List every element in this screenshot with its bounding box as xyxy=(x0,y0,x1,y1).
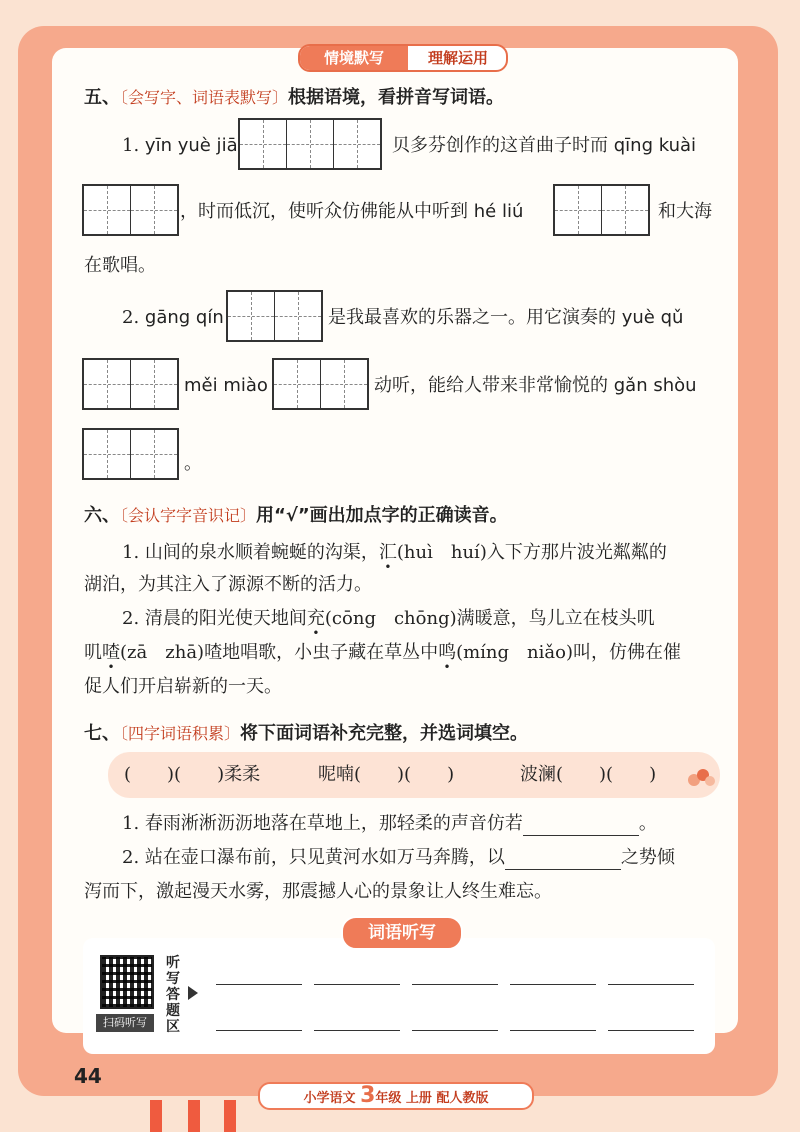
dictation-line[interactable] xyxy=(412,1030,498,1031)
dictation-line[interactable] xyxy=(216,984,302,985)
dotted-char-chong: 充 xyxy=(306,608,325,629)
section6-number: 六、 xyxy=(84,505,120,526)
section7-title: 将下面词语补充完整，并选词填空。 xyxy=(240,723,529,744)
q6-1-options[interactable]: (huì huí)入下方那片波光粼粼的 xyxy=(396,542,667,563)
answer-grid-gan-shou[interactable] xyxy=(82,428,179,480)
answer-grid-mei-miao[interactable] xyxy=(272,358,369,410)
q5-1-text3: 和大海 xyxy=(658,201,712,222)
pinyin-mei-miao: měi miào xyxy=(184,375,268,396)
qr-code-icon[interactable] xyxy=(100,955,154,1009)
q5-1-text1: 贝多芬创作的这首曲子时而 qīng kuài xyxy=(392,135,697,156)
q5-2-text2: 动听，能给人带来非常愉悦的 gǎn shòu xyxy=(374,375,697,396)
q7-2-blank[interactable] xyxy=(505,851,621,870)
answer-grid-yin-yue-jia[interactable] xyxy=(238,118,382,170)
q5-1-text2: ，时而低沉，使听众仿佛能从中听到 hé liú xyxy=(180,201,524,222)
dotted-char-hui: 汇 xyxy=(378,542,397,563)
pinyin-qing-kuai: qīng kuài xyxy=(613,135,697,156)
section5-number: 五、 xyxy=(84,87,120,108)
section7-heading xyxy=(84,722,528,746)
q6-2-line3: 促人们开启崭新的一天。 xyxy=(84,676,282,697)
footer-grade-number: 3 xyxy=(360,1083,376,1108)
q7-2-line2: 泻而下，激起漫天水雾，那震撼人心的景象让人终生难忘。 xyxy=(84,881,552,902)
q6-2-line1: 2. 清晨的阳光使天地间充(cōng chōng)满暖意，鸟儿立在枝头叽 xyxy=(122,608,655,629)
section6-tag: 〔会认字字音识记〕 xyxy=(120,506,257,525)
answer-grid-gang-qin[interactable] xyxy=(226,290,323,342)
qr-scan-label: 扫码听写 xyxy=(96,1014,154,1032)
dictation-title: 词语听写 xyxy=(341,916,463,950)
section6-title: 用“√”画出加点字的正确读音。 xyxy=(256,505,508,526)
q5-1-line1 xyxy=(122,134,238,158)
q6-1-line1: 1. 山间的泉水顺着蜿蜒的沟渠，汇(huì huí)入下方那片波光粼粼的 xyxy=(122,542,667,563)
header-right-label: 理解运用 xyxy=(427,49,488,67)
q5-2-text3: 。 xyxy=(184,453,202,474)
answer-area-label: 听写答题区 xyxy=(166,955,180,1035)
section5-tag: 〔会写字、词语表默写〕 xyxy=(120,88,289,107)
answer-grid-yue-qu[interactable] xyxy=(82,358,179,410)
dictation-line[interactable] xyxy=(314,1030,400,1031)
section5-heading xyxy=(84,86,504,110)
pinyin-yin-yue-jia: yīn yuè jiā xyxy=(144,135,238,156)
idiom-2[interactable]: 呢喃( )( ) xyxy=(318,764,455,785)
q7-1: 1. 春雨淅淅沥沥地落在草地上，那轻柔的声音仿若 。 xyxy=(122,813,657,834)
page-number: 44 xyxy=(74,1064,102,1088)
section7-number: 七、 xyxy=(84,723,120,744)
dictation-line[interactable] xyxy=(510,984,596,985)
decor-stripe xyxy=(150,1100,162,1132)
pinyin-gang-qin: gāng qín xyxy=(144,307,224,328)
dictation-line[interactable] xyxy=(608,984,694,985)
pinyin-gan-shou: gǎn shòu xyxy=(613,375,697,396)
section7-tag: 〔四字词语积累〕 xyxy=(120,724,241,743)
dictation-line[interactable] xyxy=(216,1030,302,1031)
footer-edition: 配人教版 xyxy=(436,1091,489,1106)
q5-1-text4: 在歌唱。 xyxy=(84,255,156,276)
answer-grid-he-liu[interactable] xyxy=(553,184,650,236)
dotted-char-zha: 喳 xyxy=(102,642,120,663)
decor-stripe xyxy=(188,1100,200,1132)
q6-2-options-c[interactable]: (míng niǎo)叫，仿佛在催 xyxy=(456,642,681,663)
q5-1-number: 1. xyxy=(122,135,140,156)
decorative-flower-icon xyxy=(686,766,716,788)
dictation-line[interactable] xyxy=(412,984,498,985)
q5-2-number: 2. xyxy=(122,307,140,328)
idiom-1[interactable]: ( )( )柔柔 xyxy=(124,764,261,785)
footer-subject: 小学语文 xyxy=(303,1091,356,1106)
q7-1-blank[interactable] xyxy=(523,817,639,836)
dotted-char-ming: 鸣 xyxy=(438,642,457,663)
arrow-right-icon xyxy=(188,986,198,1000)
section-header-pill xyxy=(298,44,508,72)
footer-volume: 上册 xyxy=(405,1091,432,1106)
header-left-label: 情境默写 xyxy=(300,46,408,70)
q7-2-line1: 2. 站在壶口瀑布前，只见黄河水如万马奔腾，以 之势倾 xyxy=(122,847,675,868)
decor-stripe xyxy=(224,1100,236,1132)
dictation-line[interactable] xyxy=(608,1030,694,1031)
answer-grid-qing-kuai[interactable] xyxy=(82,184,179,236)
q6-1-line2: 湖泊，为其注入了源源不断的活力。 xyxy=(84,574,372,595)
q6-2-options-a[interactable]: (cōng chōng)满暖意，鸟儿立在枝头叽 xyxy=(324,608,655,629)
q6-2-line2: 叽喳(zā zhā)喳地唱歌，小虫子藏在草丛中鸣(míng niǎo)叫，仿佛在催 xyxy=(84,642,681,663)
section5-title: 根据语境，看拼音写词语。 xyxy=(288,87,505,108)
pinyin-he-liu: hé liú xyxy=(473,201,524,222)
pinyin-yue-qu: yuè qǔ xyxy=(621,307,684,328)
section6-heading xyxy=(84,504,508,528)
q6-2-options-b[interactable]: (zā zhā)喳地唱歌，小虫子藏在草丛中 xyxy=(120,642,439,663)
idiom-3[interactable]: 波澜( )( ) xyxy=(520,764,657,785)
dictation-line[interactable] xyxy=(510,1030,596,1031)
q5-2-text1: 是我最喜欢的乐器之一。用它演奏的 yuè qǔ xyxy=(328,307,684,328)
dictation-line[interactable] xyxy=(314,984,400,985)
q5-2-line1 xyxy=(122,306,224,330)
footer-grade: 年级 xyxy=(375,1091,402,1106)
footer-book-info xyxy=(258,1082,534,1110)
